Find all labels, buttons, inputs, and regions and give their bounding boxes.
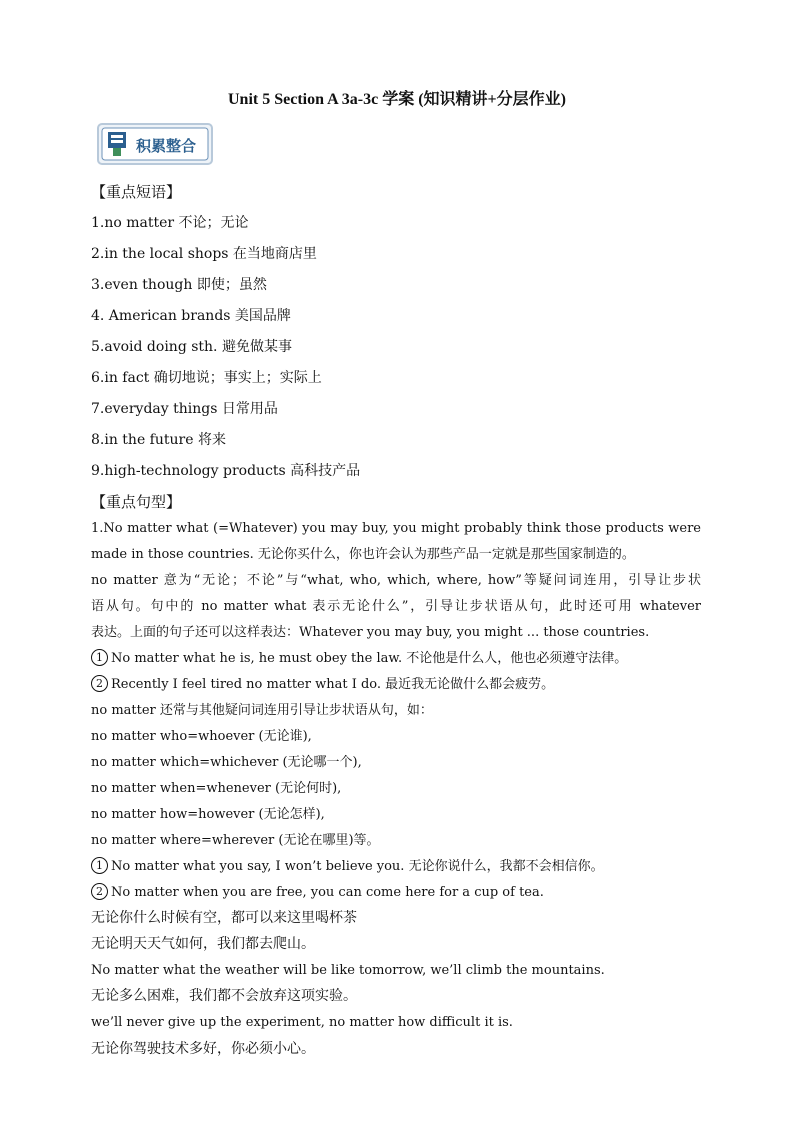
explanation-line: no matter 意为“无论；不论”与“what, who, which, where, how”等疑问词连用，引导让步状 [91, 573, 701, 588]
example-sentence [91, 883, 544, 903]
section-badge [96, 122, 218, 168]
phrase-item: 9.high-technology products 高科技产品 [91, 463, 361, 479]
practice-line: 无论明天天气如何，我们都去爬山。 [91, 936, 315, 952]
practice-line: 无论你驾驶技术多好，你必须小心。 [91, 1041, 315, 1057]
number-marker: 2 [91, 883, 108, 900]
sentence-line: made in those countries. 无论你买什么，你也许会认为那些产品一定就是那些国家制造的。 [91, 547, 635, 562]
number-marker: 1 [91, 857, 108, 874]
page-title: Unit 5 Section A 3a-3c 学案 (知识精讲+分层作业) [228, 91, 566, 108]
practice-line: 无论多么困难，我们都不会放弃这项实验。 [91, 988, 357, 1004]
phrase-item: 4. American brands 美国品牌 [91, 308, 291, 324]
section-heading-sentences: 【重点句型】 [91, 493, 182, 511]
example-text: Recently I feel tired no matter what I do. 最近我无论做什么都会疲劳。 [111, 677, 555, 692]
example-text: No matter what you say, I won’t believe you. 无论你说什么，我都不会相信你。 [111, 859, 604, 874]
pair-item: no matter how=however (无论怎样), [91, 807, 325, 822]
pair-item: no matter who=whoever (无论谁), [91, 729, 312, 744]
phrase-item: 8.in the future 将来 [91, 432, 226, 448]
pair-item: no matter when=whenever (无论何时), [91, 781, 342, 796]
practice-line: No matter what the weather will be like tomorrow, we’ll climb the mountains. [91, 963, 605, 978]
phrase-item: 6.in fact 确切地说；事实上；实际上 [91, 370, 322, 386]
example-sentence [91, 649, 627, 669]
explanation-line: no matter 还常与其他疑问词连用引导让步状语从句，如： [91, 703, 433, 718]
practice-line: 无论你什么时候有空，都可以来这里喝杯茶 [91, 910, 357, 926]
phrase-item: 1.no matter 不论；无论 [91, 215, 249, 231]
phrase-item: 2.in the local shops 在当地商店里 [91, 246, 317, 262]
sentence-line: 1.No matter what (=Whatever) you may buy, you might probably think those products were [91, 521, 701, 536]
example-sentence [91, 675, 554, 695]
explanation-line: 表达。上面的句子还可以这样表达：Whatever you may buy, you might ... those countries. [91, 625, 650, 640]
section-heading-phrases: 【重点短语】 [91, 183, 182, 201]
number-marker: 1 [91, 649, 108, 666]
example-sentence [91, 857, 604, 877]
example-text: No matter what he is, he must obey the law. 不论他是什么人，他也必须遵守法律。 [111, 651, 628, 666]
explanation-line: 语从句。句中的 no matter what 表示无论什么”，引导让步状语从句，此时还可用 whatever [91, 599, 701, 614]
number-marker: 2 [91, 675, 108, 692]
pair-item: no matter which=whichever (无论哪一个), [91, 755, 362, 770]
phrase-item: 5.avoid doing sth. 避免做某事 [91, 339, 292, 355]
pair-item: no matter where=wherever (无论在哪里)等。 [91, 833, 380, 848]
badge-label: 积累整合 [136, 137, 197, 155]
phrase-item: 3.even though 即使；虽然 [91, 277, 267, 293]
phrase-item: 7.everyday things 日常用品 [91, 401, 278, 417]
example-text: No matter when you are free, you can come here for a cup of tea. [111, 885, 544, 900]
practice-line: we’ll never give up the experiment, no matter how difficult it is. [91, 1015, 513, 1030]
